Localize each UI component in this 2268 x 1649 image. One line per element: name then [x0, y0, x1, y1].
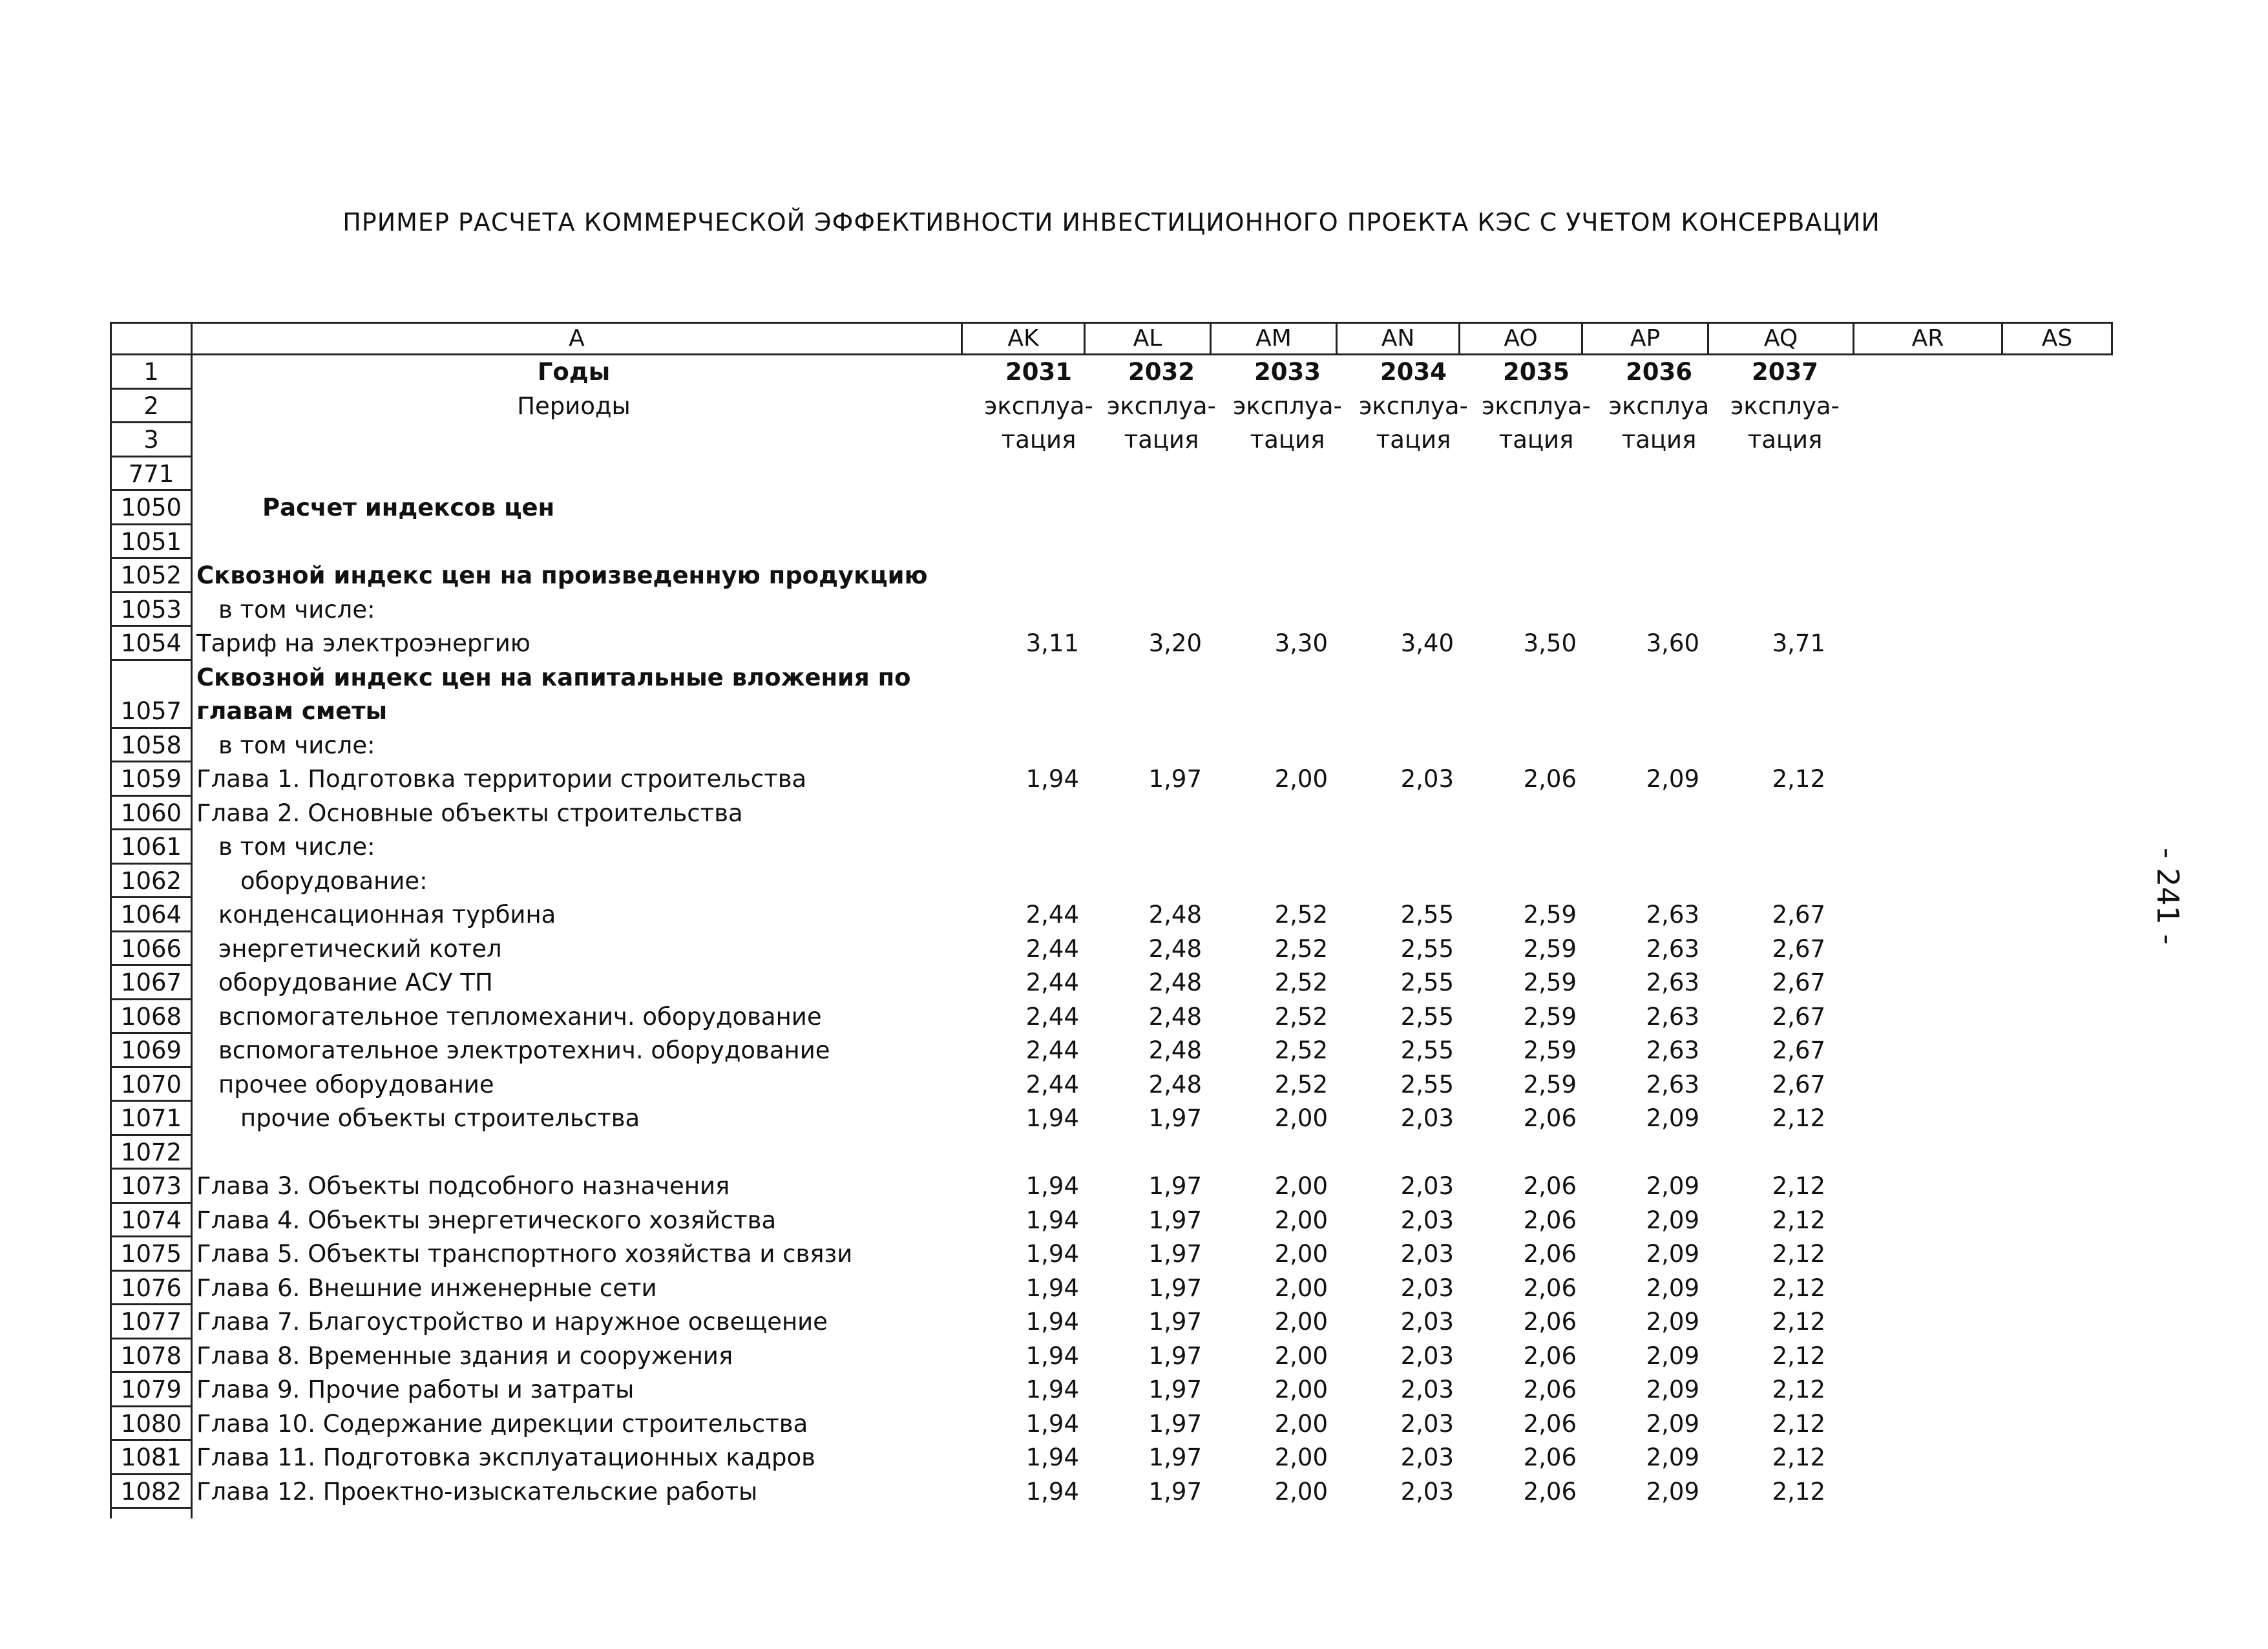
row-number[interactable]: 1070 — [110, 1068, 193, 1102]
table-row — [110, 491, 2113, 525]
header-cell: тация — [1250, 426, 1325, 454]
row-number[interactable]: 1053 — [110, 593, 193, 627]
value-cell: 2,03 — [1400, 1341, 1454, 1370]
value-cell: 2,06 — [1523, 1308, 1577, 1336]
table-row — [110, 1339, 2113, 1374]
value-cell: 3,40 — [1400, 629, 1454, 657]
row-number[interactable]: 1072 — [110, 1136, 193, 1170]
value-cell: 1,97 — [1148, 1308, 1202, 1336]
value-cell: 2,06 — [1523, 1444, 1577, 1471]
value-cell: 1,97 — [1148, 1274, 1202, 1302]
table-row — [110, 661, 2113, 695]
value-cell: 2,48 — [1148, 934, 1202, 963]
value-cell: 2,63 — [1646, 934, 1699, 963]
header-row — [110, 355, 2113, 390]
value-cell: 1,94 — [1025, 1409, 1079, 1438]
value-cell: 2,12 — [1772, 765, 1825, 793]
value-cell: 2,63 — [1646, 1070, 1699, 1098]
value-cell: 2,52 — [1274, 969, 1328, 996]
column-header-ar[interactable]: AR — [1854, 322, 2003, 355]
table-row — [110, 1305, 2113, 1339]
value-cell: 2,00 — [1274, 765, 1328, 793]
column-header-am[interactable]: AM — [1212, 322, 1338, 355]
header-cell: эксплуа- — [1730, 392, 1840, 420]
table-row — [110, 593, 2113, 627]
value-cell: 2,67 — [1772, 934, 1825, 963]
value-cell: 2,52 — [1274, 1070, 1328, 1098]
value-cell: 2,59 — [1523, 1002, 1577, 1031]
row-label: Глава 3. Объекты подсобного назначения — [196, 1172, 730, 1200]
value-cell: 1,94 — [1025, 1341, 1079, 1370]
header-cell: тация — [1747, 426, 1823, 454]
value-cell: 3,20 — [1148, 629, 1202, 657]
value-cell: 2,06 — [1523, 1240, 1577, 1268]
table-row — [110, 1136, 2113, 1170]
value-cell: 1,94 — [1025, 1274, 1079, 1302]
table-row — [110, 830, 2113, 865]
value-cell: 2,03 — [1400, 1308, 1454, 1336]
header-row — [110, 423, 2113, 457]
row-label — [193, 1136, 1071, 1170]
value-cell: 2,52 — [1274, 934, 1328, 963]
value-cell: 2,03 — [1400, 1206, 1454, 1234]
value-cell: 2,48 — [1148, 1036, 1202, 1064]
value-cell: 3,60 — [1646, 629, 1699, 657]
header-cell: эксплуа — [1608, 392, 1710, 420]
value-cell: 2,12 — [1772, 1240, 1825, 1268]
row-number[interactable]: 1058 — [110, 729, 193, 763]
header-cell: 2033 — [1254, 358, 1321, 386]
value-cell: 1,97 — [1148, 1409, 1202, 1438]
row-label: в том числе: — [218, 833, 375, 861]
value-cell: 2,09 — [1646, 1409, 1699, 1438]
value-cell: 2,06 — [1523, 1477, 1577, 1506]
value-cell: 3,30 — [1274, 629, 1328, 657]
header-cell: тация — [1124, 426, 1199, 454]
value-cell: 2,55 — [1400, 1002, 1454, 1031]
value-cell: 1,97 — [1148, 1206, 1202, 1234]
value-cell: 2,12 — [1772, 1172, 1825, 1200]
value-cell: 1,94 — [1025, 1104, 1079, 1132]
row-label: Сквозной индекс цен на произведенную продукцию — [196, 562, 928, 589]
value-cell: 2,06 — [1523, 1376, 1577, 1403]
row-label: конденсационная турбина — [218, 901, 556, 929]
document-title: ПРИМЕР РАСЧЕТА КОММЕРЧЕСКОЙ ЭФФЕКТИВНОСТИ ИНВЕСТИЦИОННОГО ПРОЕКТА КЭС С УЧЕТОМ КОНСЕРВАЦИИ — [342, 208, 1880, 236]
header-cell: тация — [1001, 426, 1076, 454]
column-header-ap[interactable]: AP — [1583, 322, 1709, 355]
row-number[interactable]: 1064 — [110, 898, 193, 932]
value-cell: 2,06 — [1523, 1341, 1577, 1370]
value-cell: 2,52 — [1274, 1002, 1328, 1031]
value-cell: 2,59 — [1523, 1036, 1577, 1064]
row-label: прочие объекты строительства — [240, 1104, 640, 1132]
value-cell: 1,97 — [1148, 1172, 1202, 1200]
row-label: Глава 7. Благоустройство и наружное освещение — [196, 1308, 828, 1336]
row-label — [193, 525, 1071, 560]
table-row — [110, 797, 2113, 831]
row-label: Расчет индексов цен — [262, 494, 555, 521]
value-cell: 1,97 — [1148, 1376, 1202, 1403]
value-cell: 2,12 — [1772, 1308, 1825, 1336]
value-cell: 2,09 — [1646, 1274, 1699, 1302]
row-label: Глава 5. Объекты транспортного хозяйства и связи — [196, 1240, 853, 1268]
value-cell: 2,09 — [1646, 1104, 1699, 1132]
table-row — [110, 1407, 2113, 1442]
value-cell: 2,00 — [1274, 1477, 1328, 1506]
table-row — [110, 1373, 2113, 1407]
value-cell: 2,44 — [1025, 1036, 1079, 1064]
value-cell: 1,94 — [1025, 1444, 1079, 1471]
row-label: оборудование: — [240, 867, 428, 895]
value-cell: 2,03 — [1400, 1409, 1454, 1438]
value-cell: 2,09 — [1646, 1477, 1699, 1506]
value-cell: 2,09 — [1646, 1308, 1699, 1336]
value-cell: 2,12 — [1772, 1341, 1825, 1370]
row-number[interactable]: 1081 — [110, 1441, 193, 1475]
row-number[interactable]: 1071 — [110, 1102, 193, 1136]
row-number[interactable]: 771 — [110, 457, 193, 492]
value-cell: 2,03 — [1400, 1172, 1454, 1200]
value-cell: 2,55 — [1400, 1036, 1454, 1064]
row-number[interactable]: 1050 — [110, 491, 193, 525]
value-cell: 2,09 — [1646, 1376, 1699, 1403]
value-cell: 2,09 — [1646, 1444, 1699, 1471]
row-label: энергетический котел — [218, 934, 502, 963]
header-cell: тация — [1621, 426, 1697, 454]
table-row — [110, 1237, 2113, 1272]
row-number[interactable]: 3 — [110, 423, 193, 457]
value-cell: 2,63 — [1646, 901, 1699, 929]
header-cell: 2036 — [1626, 358, 1692, 386]
value-cell: 2,44 — [1025, 934, 1079, 963]
header-cell: эксплуа- — [1359, 392, 1468, 420]
table-row — [110, 695, 2113, 729]
row-number[interactable]: 1057 — [110, 695, 193, 729]
header-cell: эксплуа- — [1107, 392, 1216, 420]
value-cell: 2,67 — [1772, 1002, 1825, 1031]
table-row — [110, 1272, 2113, 1306]
value-cell: 1,97 — [1148, 1341, 1202, 1370]
value-cell: 2,63 — [1646, 969, 1699, 996]
value-cell: 1,94 — [1025, 1376, 1079, 1403]
column-header-ak[interactable]: AK — [963, 322, 1086, 355]
table-row — [110, 1068, 2113, 1102]
row-label: Глава 6. Внешние инженерные сети — [196, 1274, 657, 1302]
header-cell: 2034 — [1380, 358, 1447, 386]
table-row — [110, 1204, 2113, 1238]
value-cell: 2,03 — [1400, 1104, 1454, 1132]
value-cell: 2,00 — [1274, 1376, 1328, 1403]
column-header-aq[interactable]: AQ — [1709, 322, 1854, 355]
row-label: Глава 11. Подготовка эксплуатационных кадров — [196, 1444, 815, 1471]
row-label — [193, 423, 955, 457]
row-number[interactable]: 1077 — [110, 1305, 193, 1339]
value-cell: 1,94 — [1025, 1240, 1079, 1268]
value-cell: 3,71 — [1772, 629, 1825, 657]
header-cell: тация — [1376, 426, 1451, 454]
value-cell: 2,55 — [1400, 969, 1454, 996]
row-label: Глава 2. Основные объекты строительства — [196, 799, 743, 827]
row-label: Сквозной индекс цен на капитальные вложения по — [196, 663, 911, 691]
table-row — [110, 865, 2113, 899]
row-label: вспомогательное электротехнич. оборудование — [218, 1036, 830, 1064]
header-cell: 2037 — [1752, 358, 1818, 386]
table-row — [110, 627, 2113, 661]
table-row — [110, 1000, 2113, 1035]
value-cell: 2,67 — [1772, 969, 1825, 996]
value-cell: 2,06 — [1523, 765, 1577, 793]
value-cell: 2,67 — [1772, 1036, 1825, 1064]
value-cell: 2,03 — [1400, 1477, 1454, 1506]
value-cell: 3,50 — [1523, 629, 1577, 657]
value-cell: 2,12 — [1772, 1376, 1825, 1403]
row-number[interactable]: 1079 — [110, 1373, 193, 1407]
value-cell: 2,06 — [1523, 1172, 1577, 1200]
value-cell: 2,67 — [1772, 1070, 1825, 1098]
value-cell: 1,94 — [1025, 765, 1079, 793]
row-label: оборудование АСУ ТП — [218, 969, 493, 996]
column-header-an[interactable]: AN — [1338, 322, 1460, 355]
value-cell: 2,03 — [1400, 1444, 1454, 1471]
page-number: - 241 - — [2150, 847, 2185, 945]
value-cell: 2,09 — [1646, 1172, 1699, 1200]
table-row — [110, 1441, 2113, 1475]
header-row — [110, 390, 2113, 424]
row-label: главам сметы — [196, 697, 388, 725]
value-cell: 3,11 — [1025, 629, 1079, 657]
value-cell: 2,48 — [1148, 901, 1202, 929]
value-cell: 2,06 — [1523, 1206, 1577, 1234]
table-row — [110, 1170, 2113, 1204]
value-cell: 2,03 — [1400, 1240, 1454, 1268]
value-cell: 2,09 — [1646, 1341, 1699, 1370]
spreadsheet-table — [110, 322, 2113, 1518]
row-label: Глава 1. Подготовка территории строительства — [196, 765, 807, 793]
value-cell: 2,00 — [1274, 1409, 1328, 1438]
value-cell: 1,94 — [1025, 1172, 1079, 1200]
header-cell: 2035 — [1503, 358, 1570, 386]
row-number[interactable]: 1075 — [110, 1237, 193, 1272]
header-cell: эксплуа- — [984, 392, 1093, 420]
row-number[interactable]: 1062 — [110, 865, 193, 899]
row-number[interactable]: 1076 — [110, 1272, 193, 1306]
row-number[interactable]: 1052 — [110, 559, 193, 593]
value-cell: 2,00 — [1274, 1444, 1328, 1471]
value-cell: 2,06 — [1523, 1274, 1577, 1302]
row-number[interactable]: 1078 — [110, 1339, 193, 1374]
value-cell: 2,12 — [1772, 1477, 1825, 1506]
value-cell: 2,59 — [1523, 1070, 1577, 1098]
row-number[interactable]: 1068 — [110, 1000, 193, 1035]
table-row — [110, 525, 2113, 560]
value-cell: 2,00 — [1274, 1206, 1328, 1234]
value-cell: 2,00 — [1274, 1274, 1328, 1302]
value-cell: 2,03 — [1400, 1274, 1454, 1302]
row-label: Глава 8. Временные здания и сооружения — [196, 1341, 733, 1370]
value-cell: 2,12 — [1772, 1104, 1825, 1132]
value-cell: 2,09 — [1646, 1206, 1699, 1234]
value-cell: 2,55 — [1400, 934, 1454, 963]
value-cell: 2,09 — [1646, 1240, 1699, 1268]
row-number[interactable]: 1054 — [110, 627, 193, 661]
row-number[interactable]: 1073 — [110, 1170, 193, 1204]
value-cell: 2,06 — [1523, 1409, 1577, 1438]
value-cell: 2,67 — [1772, 901, 1825, 929]
row-label: в том числе: — [218, 595, 375, 624]
value-cell: 2,00 — [1274, 1308, 1328, 1336]
value-cell: 2,44 — [1025, 1002, 1079, 1031]
row-number[interactable]: 1082 — [110, 1475, 193, 1509]
value-cell: 2,03 — [1400, 1376, 1454, 1403]
value-cell: 2,00 — [1274, 1104, 1328, 1132]
row-label: в том числе: — [218, 731, 375, 759]
column-header-a[interactable]: A — [193, 322, 963, 355]
value-cell: 2,52 — [1274, 1036, 1328, 1064]
row-label: Годы — [537, 358, 611, 386]
table-row — [110, 457, 2113, 492]
header-cell: тация — [1498, 426, 1574, 454]
row-number[interactable]: 1051 — [110, 525, 193, 560]
header-cell: 2032 — [1128, 358, 1195, 386]
value-cell: 2,48 — [1148, 1070, 1202, 1098]
row-number[interactable]: 1066 — [110, 932, 193, 967]
row-label: Глава 9. Прочие работы и затраты — [196, 1376, 635, 1403]
row-label: вспомогательное тепломеханич. оборудование — [218, 1002, 822, 1031]
value-cell: 2,12 — [1772, 1206, 1825, 1234]
row-label: Глава 4. Объекты энергетического хозяйства — [196, 1206, 777, 1234]
value-cell: 2,59 — [1523, 901, 1577, 929]
value-cell: 1,94 — [1025, 1206, 1079, 1234]
header-cell: 2031 — [1005, 358, 1072, 386]
row-number[interactable]: 1059 — [110, 762, 193, 797]
column-header-as[interactable]: AS — [2003, 322, 2113, 355]
value-cell: 2,03 — [1400, 765, 1454, 793]
header-cell: эксплуа- — [1482, 392, 1591, 420]
row-number[interactable]: 1067 — [110, 966, 193, 1000]
row-number[interactable] — [110, 661, 193, 695]
value-cell: 2,63 — [1646, 1036, 1699, 1064]
value-cell: 2,09 — [1646, 765, 1699, 793]
value-cell: 1,97 — [1148, 1240, 1202, 1268]
header-cell: эксплуа- — [1233, 392, 1342, 420]
value-cell: 2,00 — [1274, 1240, 1328, 1268]
value-cell: 2,59 — [1523, 934, 1577, 963]
row-label: Глава 12. Проектно-изыскательские работы — [196, 1477, 758, 1506]
value-cell: 1,97 — [1148, 1444, 1202, 1471]
row-label: прочее оборудование — [218, 1070, 494, 1098]
row-label: Глава 10. Содержание дирекции строительства — [196, 1409, 808, 1438]
value-cell: 2,55 — [1400, 1070, 1454, 1098]
row-label — [193, 457, 1071, 492]
row-number[interactable]: 1080 — [110, 1407, 193, 1442]
row-label: Тариф на электроэнергию — [196, 629, 530, 657]
row-number[interactable]: 2 — [110, 390, 193, 424]
table-row — [110, 729, 2113, 763]
table-row — [110, 762, 2113, 797]
row-number[interactable]: 1061 — [110, 830, 193, 865]
value-cell: 2,48 — [1148, 969, 1202, 996]
value-cell: 1,97 — [1148, 765, 1202, 793]
value-cell: 2,12 — [1772, 1444, 1825, 1471]
row-number[interactable]: 1074 — [110, 1204, 193, 1238]
value-cell: 2,44 — [1025, 901, 1079, 929]
value-cell: 2,52 — [1274, 901, 1328, 929]
value-cell: 2,00 — [1274, 1341, 1328, 1370]
table-row — [110, 559, 2113, 593]
value-cell: 2,48 — [1148, 1002, 1202, 1031]
column-header-ao[interactable]: AO — [1460, 322, 1583, 355]
value-cell: 2,63 — [1646, 1002, 1699, 1031]
value-cell: 2,12 — [1772, 1409, 1825, 1438]
value-cell: 2,12 — [1772, 1274, 1825, 1302]
value-cell: 2,44 — [1025, 1070, 1079, 1098]
value-cell: 2,59 — [1523, 969, 1577, 996]
column-header-al[interactable]: AL — [1086, 322, 1212, 355]
value-cell: 2,06 — [1523, 1104, 1577, 1132]
table-row — [110, 966, 2113, 1000]
table-row — [110, 898, 2113, 932]
table-row — [110, 1102, 2113, 1136]
table-row — [110, 1475, 2113, 1509]
value-cell: 1,94 — [1025, 1477, 1079, 1506]
table-row — [110, 1034, 2113, 1068]
row-label: Периоды — [517, 392, 631, 420]
value-cell: 2,55 — [1400, 901, 1454, 929]
value-cell: 2,44 — [1025, 969, 1079, 996]
value-cell: 1,97 — [1148, 1104, 1202, 1132]
value-cell: 1,97 — [1148, 1477, 1202, 1506]
table-row — [110, 932, 2113, 967]
value-cell: 2,00 — [1274, 1172, 1328, 1200]
row-number[interactable]: 1 — [110, 355, 193, 390]
row-number[interactable]: 1069 — [110, 1034, 193, 1068]
value-cell: 1,94 — [1025, 1308, 1079, 1336]
row-number[interactable]: 1060 — [110, 797, 193, 831]
